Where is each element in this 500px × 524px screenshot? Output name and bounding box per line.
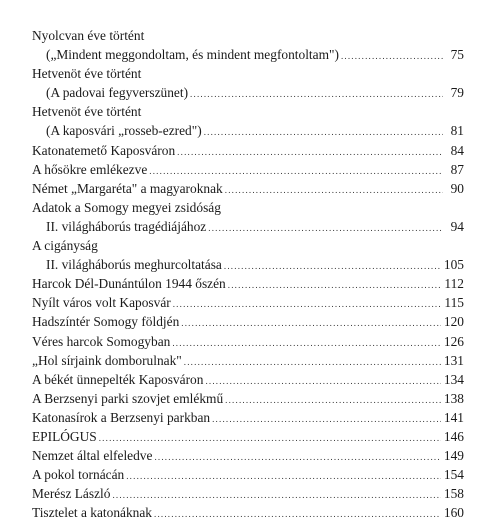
toc-entry-page-number: 87 — [450, 161, 464, 177]
dot-leader — [112, 486, 440, 505]
toc-entry-title: „Hol sírjaink domborulnak" — [32, 352, 182, 368]
toc-entry-heading — [32, 236, 464, 255]
toc-entry — [32, 503, 464, 522]
toc-entry — [32, 255, 464, 274]
toc-entry-title: Adatok a Somogy megyei zsidóság — [32, 199, 221, 215]
toc-entry-page-number: 138 — [443, 390, 464, 406]
dot-leader — [212, 410, 441, 429]
toc-entry-title: Nyolcvan éve történt — [32, 28, 145, 43]
toc-entry-page-number: 158 — [443, 486, 464, 502]
toc-entry-title: Merész László — [32, 486, 111, 502]
toc-entry-heading — [32, 102, 464, 121]
toc-entry-title: Tisztelet a katonáknak — [32, 505, 152, 521]
toc-entry — [32, 217, 464, 236]
dot-leader — [154, 505, 441, 524]
toc-entry — [32, 179, 464, 198]
toc-entry — [32, 484, 464, 503]
toc-entry-page-number: 149 — [443, 448, 464, 464]
toc-entry — [32, 160, 464, 179]
toc-entry-title: (A padovai fegyverszünet) — [46, 85, 189, 101]
toc-entry-title: A Berzsenyi parki szovjet emlékmű — [32, 390, 224, 406]
toc-entry — [32, 465, 464, 484]
dot-leader — [190, 85, 443, 104]
toc-entry — [32, 141, 464, 160]
toc-entry — [32, 389, 464, 408]
toc-entry-title: EPILÓGUS — [32, 428, 97, 444]
toc-entry-page-number: 131 — [443, 352, 464, 368]
toc-entry — [32, 370, 464, 389]
toc-entry-heading — [32, 64, 464, 83]
toc-entry-title: A pokol tornácán — [32, 467, 125, 483]
toc-entry-title: Hetvenöt éve történt — [32, 66, 142, 82]
table-of-contents — [32, 26, 464, 522]
toc-entry-title: Nemzet által elfeledve — [32, 448, 153, 464]
dot-leader — [341, 47, 443, 66]
toc-entry — [32, 83, 464, 102]
toc-entry-page-number: 154 — [443, 467, 464, 483]
dot-leader — [208, 219, 443, 238]
toc-entry-page-number: 105 — [443, 257, 464, 273]
toc-entry-page-number: 112 — [444, 276, 464, 292]
toc-entry — [32, 408, 464, 427]
toc-entry-title: A békét ünnepelték Kaposváron — [32, 371, 204, 387]
dot-leader — [126, 467, 441, 486]
dot-leader — [205, 372, 440, 391]
toc-entry-title: Harcok Dél-Dunántúlon 1944 őszén — [32, 276, 226, 292]
toc-entry-page-number: 160 — [443, 505, 464, 521]
toc-entry-page-number: 84 — [450, 142, 464, 158]
dot-leader — [225, 391, 441, 410]
toc-entry-title: („Mindent meggondoltam, és mindent megfontoltam") — [46, 47, 339, 63]
dot-leader — [173, 295, 442, 314]
toc-entry-title: A cigányság — [32, 238, 98, 254]
toc-entry-page-number: 90 — [450, 180, 464, 196]
toc-entry — [32, 121, 464, 140]
dot-leader — [228, 276, 442, 295]
toc-entry-page-number: 126 — [443, 333, 464, 349]
toc-entry — [32, 293, 464, 312]
dot-leader — [204, 123, 443, 142]
toc-entry-title: Véres harcok Somogyban — [32, 333, 171, 349]
dot-leader — [225, 181, 443, 200]
toc-entry-title: II. világháborús tragédiájához — [46, 218, 207, 234]
toc-entry-page-number: 146 — [443, 428, 464, 444]
toc-entry-heading — [32, 198, 464, 217]
toc-entry-title: Nyílt város volt Kaposvár — [32, 295, 171, 311]
dot-leader — [154, 448, 440, 467]
toc-entry-title: Hadszíntér Somogy földjén — [32, 314, 180, 330]
toc-entry-page-number: 94 — [450, 218, 464, 234]
toc-entry — [32, 45, 464, 64]
dot-leader — [224, 257, 441, 276]
toc-entry-page-number: 81 — [450, 123, 464, 139]
toc-entry-title: Hetvenöt éve történt — [32, 104, 142, 120]
toc-entry — [32, 446, 464, 465]
toc-entry — [32, 427, 464, 446]
toc-entry-title: A hősökre emlékezve — [32, 161, 148, 177]
toc-entry-page-number: 134 — [443, 371, 464, 387]
toc-entry-heading — [32, 26, 464, 45]
dot-leader — [172, 334, 441, 353]
toc-entry — [32, 351, 464, 370]
toc-entry-page-number: 115 — [444, 295, 464, 311]
toc-entry-title: Katonasírok a Berzsenyi parkban — [32, 409, 211, 425]
toc-entry — [32, 274, 464, 293]
toc-entry-page-number: 120 — [443, 314, 464, 330]
dot-leader — [181, 314, 441, 333]
toc-entry-page-number: 79 — [450, 85, 464, 101]
dot-leader — [184, 353, 441, 372]
toc-entry-page-number: 141 — [443, 409, 464, 425]
toc-entry-title: Német „Margaréta" a magyaroknak — [32, 180, 223, 196]
toc-entry — [32, 332, 464, 351]
toc-entry — [32, 312, 464, 331]
dot-leader — [177, 143, 443, 162]
toc-entry-page-number: 75 — [450, 47, 464, 63]
toc-entry-title: II. világháborús meghurcoltatása — [46, 257, 222, 273]
toc-entry-title: Katonatemető Kaposváron — [32, 142, 176, 158]
toc-entry-title: (A kaposvári „rosseb-ezred") — [46, 123, 202, 139]
